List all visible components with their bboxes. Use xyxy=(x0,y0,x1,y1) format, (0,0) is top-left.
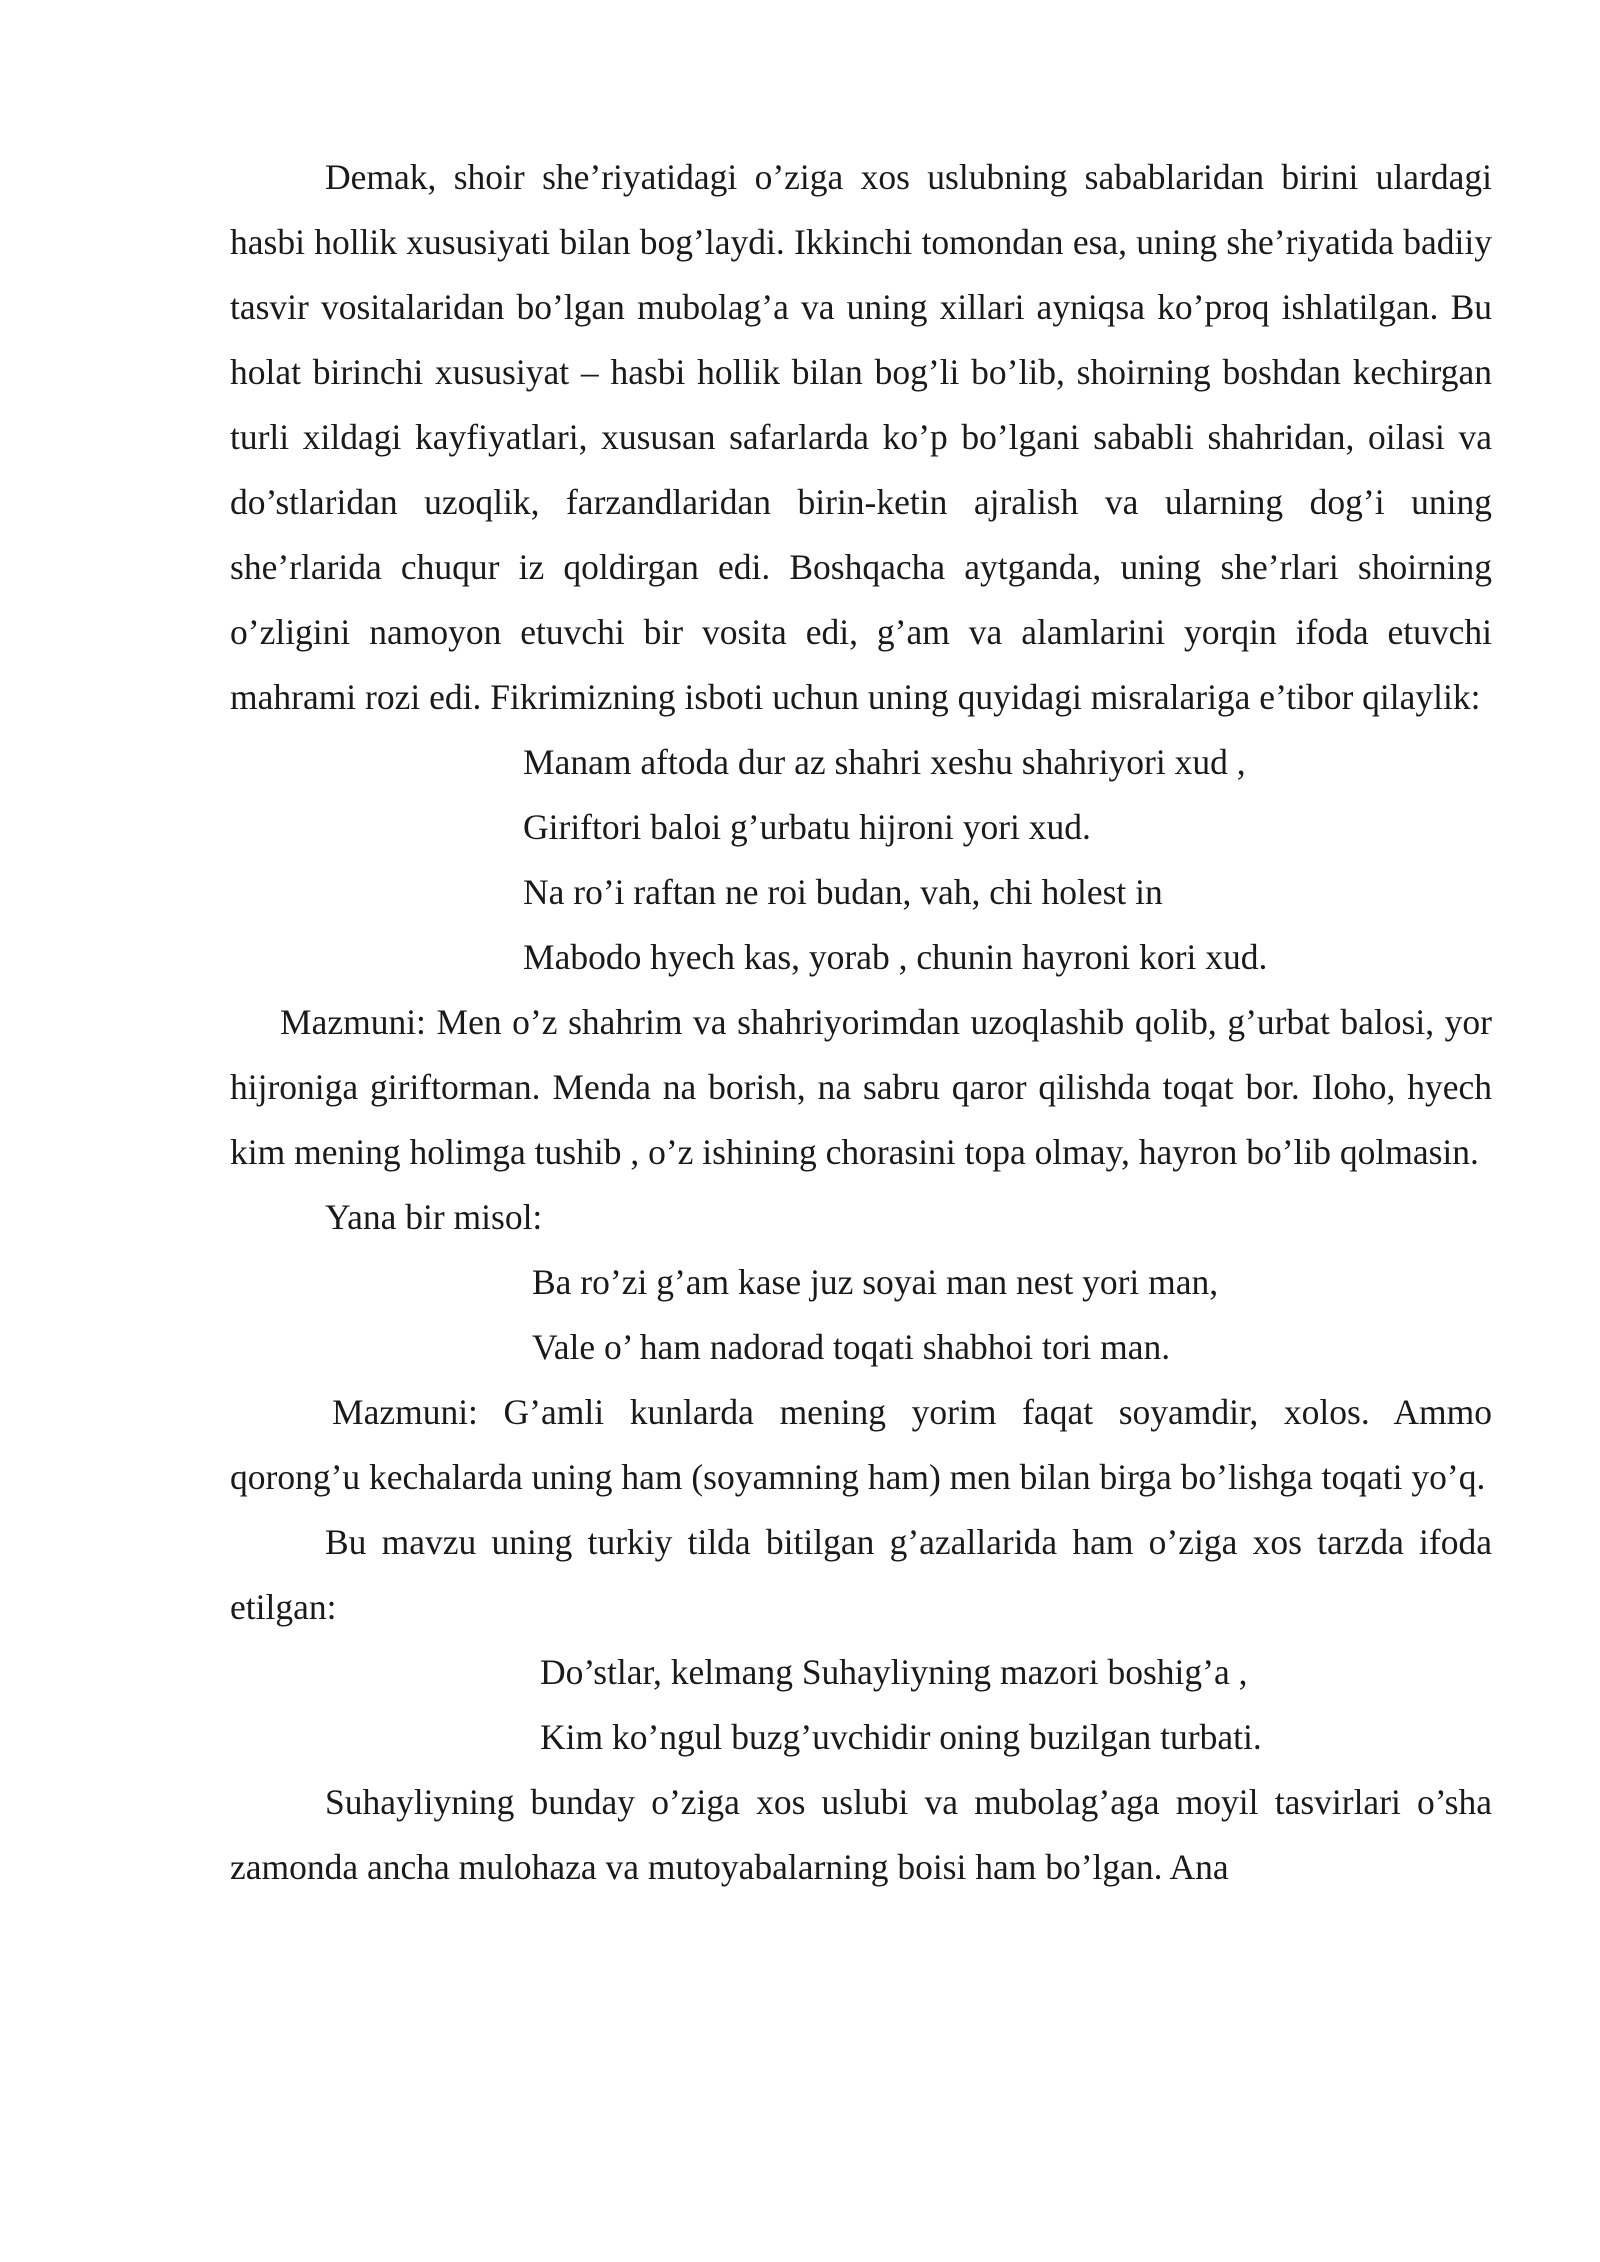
paragraph-turkic-ghazals: Bu mavzu uning turkiy tilda bitilgan g’azallarida ham o’ziga xos tarzda ifoda etilgan: xyxy=(230,1522,1492,1627)
verse-line: Na ro’i raftan ne roi budan, vah, chi holest in xyxy=(523,872,1163,912)
paragraph-intro: Demak, shoir she’riyatidagi o’ziga xos uslubning sabablaridan birini ulardagi hasbi hollik xususiyati bilan bog’laydi. Ikkinchi tomondan esa, uning she’riyatida badiiy tasvir vositalaridan bo’lgan mubolag’a va uning xillari ayniqsa ko’proq ishlatilgan. Bu holat birinchi xususiyat – hasbi hollik bilan bog’li bo’lib, shoirning boshdan kechirgan turli xildagi kayfiyatlari, xususan safarlarda ko’p bo’lgani sababli shahridan, oilasi va do’stlaridan uzoqlik, farzandlaridan birin-ketin ajralish va ularning dog’i uning she’rlarida chuqur iz qoldirgan edi. Boshqacha aytganda, uning she’rlari shoirning o’zligini namoyon etuvchi bir vosita edi, g’am va alamlarini yorqin ifoda etuvchi mahrami rozi edi. Fikrimizning isboti uchun uning quyidagi misralariga e’tibor qilaylik: xyxy=(230,157,1492,717)
paragraph-meaning-1: Mazmuni: Men o’z shahrim va shahriyorimdan uzoqlashib qolib, g’urbat balosi, yor hijroniga giriftorman. Menda na borish, na sabru qaror qilishda toqat bor. Iloho, hyech kim mening holimga tushib , o’z ishining chorasini topa olmay, hayron bo’lib qolmasin. xyxy=(230,1002,1492,1172)
verse-line: Kim ko’ngul buzg’uvchidir oning buzilgan turbati. xyxy=(540,1717,1262,1757)
verse-line: Do’stlar, kelmang Suhayliyning mazori boshig’a , xyxy=(540,1652,1248,1692)
verse-quote-3 xyxy=(230,1640,1492,1770)
verse-line: Vale o’ ham nadorad toqati shabhoi tori man. xyxy=(532,1327,1171,1367)
paragraph-style-closing: Suhayliyning bunday o’ziga xos uslubi va mubolag’aga moyil tasvirlari o’sha zamonda ancha mulohaza va mutoyabalarning boisi ham bo’lgan. Ana xyxy=(230,1782,1492,1887)
verse-quote-1 xyxy=(230,730,1492,990)
verse-line: Giriftori baloi g’urbatu hijroni yori xud. xyxy=(523,807,1091,847)
verse-quote-2 xyxy=(230,1250,1492,1380)
verse-line: Mabodo hyech kas, yorab , chunin hayroni kori xud. xyxy=(523,937,1268,977)
paragraph-meaning-2: Mazmuni: G’amli kunlarda mening yorim faqat soyamdir, xolos. Ammo qorong’u kechalarda uning ham (soyamning ham) men bilan birga bo’lishga toqati yo’q. xyxy=(230,1392,1492,1497)
verse-line: Ba ro’zi g’am kase juz soyai man nest yori man, xyxy=(532,1262,1219,1302)
document-body xyxy=(230,145,1492,1900)
verse-line: Manam aftoda dur az shahri xeshu shahriyori xud , xyxy=(523,742,1246,782)
paragraph-another-example: Yana bir misol: xyxy=(325,1197,543,1237)
